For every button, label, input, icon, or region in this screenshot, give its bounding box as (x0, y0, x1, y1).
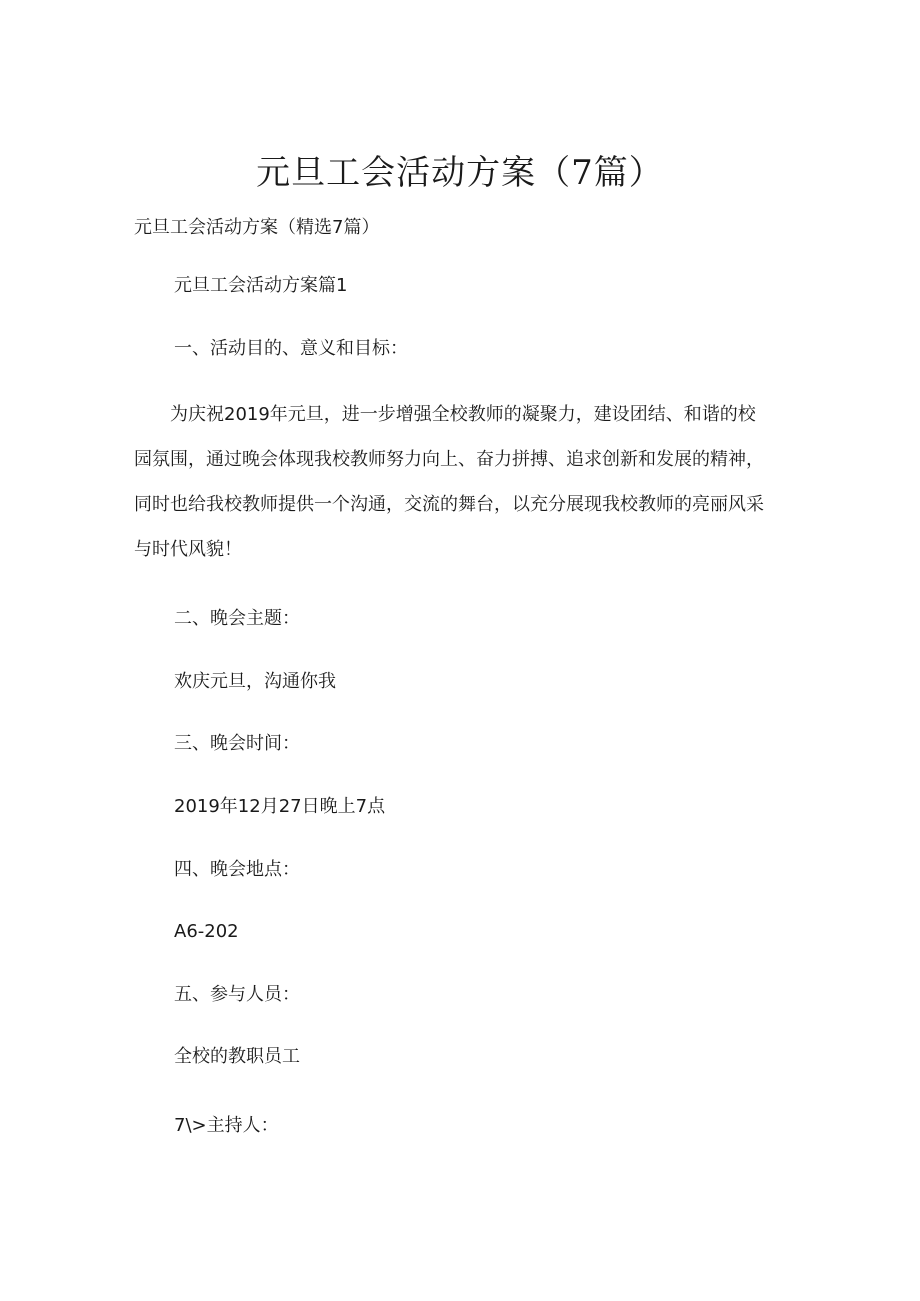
item1-body-line: 与时代风貌！ (134, 539, 242, 560)
item3-body: 2019年12月27日晚上7点 (174, 796, 386, 817)
item1-heading: 一、活动目的、意义和目标： (174, 338, 408, 359)
item3-heading: 三、晚会时间： (174, 733, 300, 754)
item2-body: 欢庆元旦，沟通你我 (174, 671, 336, 692)
section-heading: 元旦工会活动方案篇1 (174, 275, 348, 296)
item4-body: A6-202 (174, 921, 239, 942)
item4-heading: 四、晚会地点： (174, 859, 300, 880)
item5-body: 全校的教职员工 (174, 1046, 300, 1067)
item1-body-line: 同时也给我校教师提供一个沟通，交流的舞台，以充分展现我校教师的亮丽风采 (134, 494, 764, 515)
item1-body-line: 为庆祝2019年元旦，进一步增强全校教师的凝聚力，建设团结、和谐的校 (134, 404, 756, 425)
item1-body (134, 398, 794, 578)
item6-heading: 7\>主持人： (174, 1115, 279, 1136)
item2-heading: 二、晚会主题： (174, 608, 300, 629)
item1-body-line: 园氛围，通过晚会体现我校教师努力向上、奋力拼搏、追求创新和发展的精神， (134, 449, 764, 470)
document-subtitle: 元旦工会活动方案（精选7篇） (134, 217, 380, 238)
document-title: 元旦工会活动方案（7篇） (256, 153, 664, 193)
item5-heading: 五、参与人员： (174, 984, 300, 1005)
